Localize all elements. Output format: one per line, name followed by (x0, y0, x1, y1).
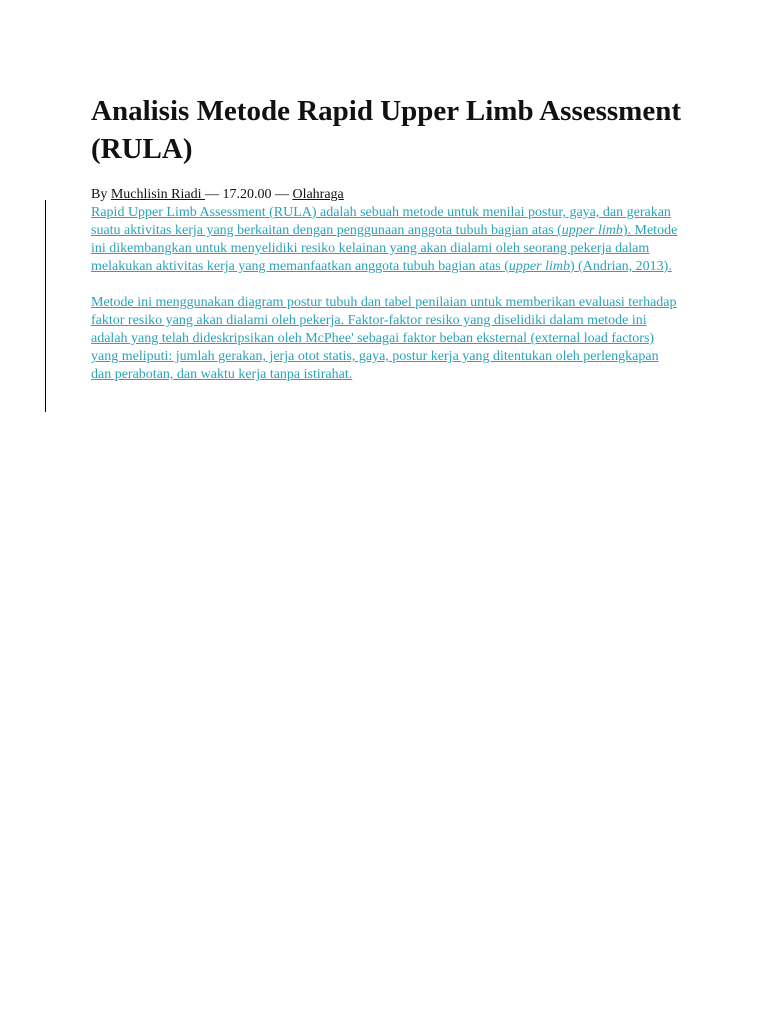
byline-prefix: By (91, 187, 111, 202)
article (91, 92, 691, 384)
category-link[interactable]: Olahraga (292, 187, 344, 202)
byline (91, 186, 691, 204)
page-title: Analisis Metode Rapid Upper Limb Assessment (RULA) (91, 95, 681, 165)
paragraph-intro-text-3: ) (Andrian, 2013). (569, 259, 672, 274)
text-cursor-bar (45, 200, 46, 412)
byline-separator-1: — (204, 187, 223, 202)
paragraph-method[interactable]: Metode ini menggunakan diagram postur tubuh dan tabel penilaian untuk memberikan evaluasi terhadap faktor resiko yang akan dialami oleh pekerja. Faktor-faktor resiko yang diselidiki dalam metode ini adalah yang telah dideskripsikan oleh McPhee' sebagai faktor beban eksternal (external load factors) yang meliputi: jumlah gerakan, jerja otot statis, gaya, postur kerja yang ditentukan oleh perlengkapan dan perabotan, dan waktu kerja tanpa istirahat. (91, 295, 677, 382)
paragraph-intro-text-2: ). Metode ini dikembangkan untuk menyelidiki resiko kelainan yang akan dialami oleh seorang pekerja dalam melakukan aktivitas kerja yang memanfaatkan anggota tubuh bagian atas ( (91, 223, 678, 274)
upper-limb-term-2: upper limb (508, 259, 570, 274)
upper-limb-term-1: upper limb (561, 223, 623, 238)
byline-separator-2: — (271, 187, 293, 202)
paragraph-intro-text-1: Rapid Upper Limb Assessment (RULA) adalah sebuah metode untuk menilai postur, gaya, dan gerakan suatu aktivitas kerja yang berkaitan dengan penggunaan anggota tubuh bagian atas ( (91, 205, 671, 238)
author-link[interactable]: Muchlisin Riadi (110, 187, 205, 202)
paragraph-intro[interactable] (91, 204, 681, 276)
post-time: 17.20.00 (222, 187, 272, 202)
